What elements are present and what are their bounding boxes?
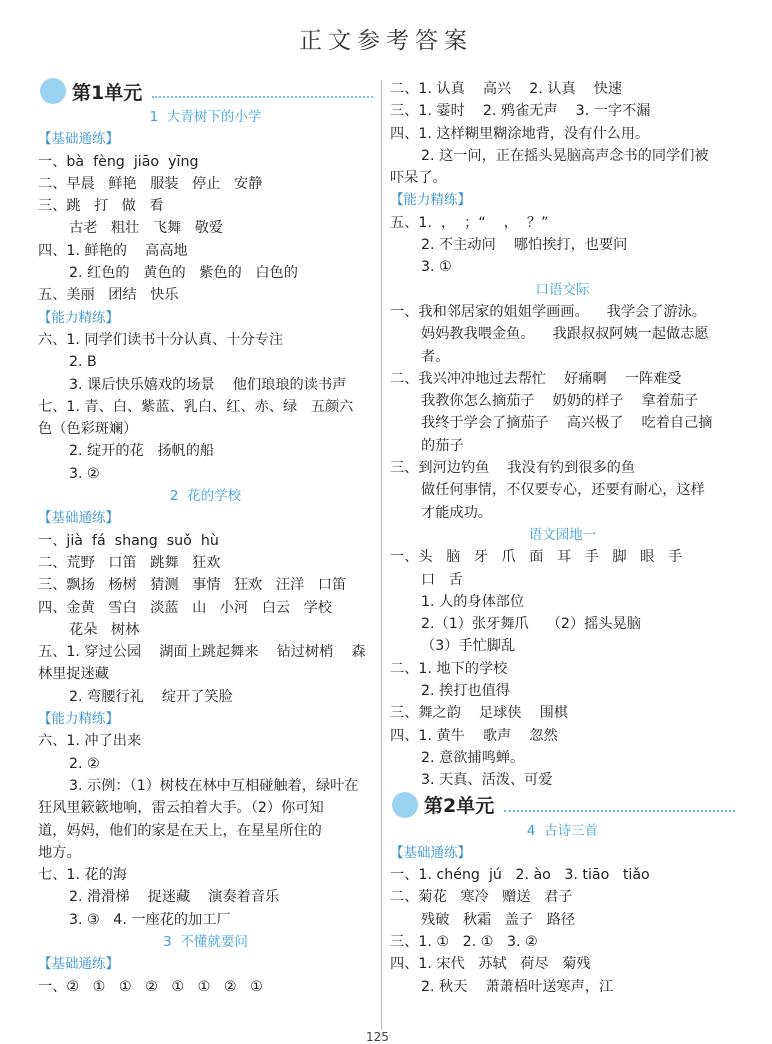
answer-line: 七、1. 青、白、紫蓝、乳白、红、赤、绿 五颜六	[38, 398, 354, 415]
page-title: 正文参考答案	[299, 28, 473, 54]
answer-line: 一、我和邻居家的姐姐学画画。 我学会了游泳。	[390, 303, 706, 320]
answer-line: 三、1. ① 2. ① 3. ②	[390, 933, 538, 950]
answer-line: 2. 红色的 黄色的 紫色的 白色的	[69, 265, 298, 282]
answer-line: 吓呆了。	[390, 170, 447, 187]
answer-line: 2. 挨打也值得	[421, 683, 510, 700]
answer-line: 2.（1）张牙舞爪 （2）摇头晃脑	[421, 616, 641, 633]
answer-line: 一、② ① ① ② ① ① ② ①	[38, 978, 263, 995]
answer-line: 二、我兴冲冲地过去帮忙 好痛啊 一阵难受	[390, 370, 682, 387]
answer-line: 五、1. ， ；“ ， ？”	[390, 214, 549, 231]
answer-line: 狂风里簌簌地响，雷云拍着大手。（2）你可知	[38, 800, 324, 817]
answer-line: 2. 不主动问 哪怕挨打，也要问	[421, 237, 628, 254]
answer-line: 2. ②	[69, 755, 100, 772]
answer-line: 妈妈教我喂金鱼。 我跟叔叔阿姨一起做志愿	[421, 326, 709, 343]
page-number: 125	[366, 1030, 389, 1044]
answer-line: 2. B	[69, 354, 97, 371]
answer-line: 3. 示例：（1）树枝在林中互相碰触着，绿叶在	[69, 777, 359, 794]
answer-line: 古老 粗壮 飞舞 敬爱	[69, 220, 224, 237]
answer-line: 花朵 树林	[69, 621, 140, 638]
left-column	[38, 78, 373, 998]
answer-line: 四、1. 宋代 苏轼 荷尽 菊残	[390, 956, 591, 973]
lesson-title: 4 古诗三首	[526, 822, 599, 839]
answer-line: 一、jià fá shang suǒ hù	[38, 532, 219, 549]
answer-line: 四、1. 这样糊里糊涂地背，没有什么用。	[390, 125, 650, 142]
answer-line: 我终于学会了摘茄子 高兴极了 吃着自己摘	[421, 415, 713, 432]
answer-line: 口 舌	[421, 571, 463, 588]
answer-line: 3. 课后快乐嬉戏的场景 他们琅琅的读书声	[69, 376, 347, 393]
answer-line: 道，妈妈，他们的家是在天上，在星星所住的	[38, 822, 322, 839]
answer-line: 2. 弯腰行礼 绽开了笑脸	[69, 688, 233, 705]
answer-line: 3. ③ 4. 一座花的加工厂	[69, 911, 231, 928]
answer-line: 才能成功。	[421, 504, 492, 521]
circle-bullet-icon	[390, 792, 420, 818]
answer-line: 1. 人的身体部位	[421, 593, 525, 610]
answer-line: 二、早晨 鲜艳 服装 停止 安静	[38, 175, 263, 192]
unit-title: 第1单元	[72, 81, 143, 104]
answer-line: 三、1. 霎时 2. 鸦雀无声 3. 一字不漏	[390, 103, 651, 120]
lesson-title: 语文园地一	[528, 526, 597, 543]
answer-line: 者。	[421, 348, 450, 365]
answer-line: 五、1. 穿过公园 湖面上跳起舞来 钻过树梢 森	[38, 644, 366, 661]
answer-line: 三、舞之韵 足球侠 围棋	[390, 705, 568, 722]
answer-line: 一、头 脑 牙 爪 面 耳 手 脚 眼 手	[390, 549, 683, 566]
answer-line: 四、金黄 雪白 淡蓝 山 小河 白云 学校	[38, 599, 332, 616]
section-tag: 【能力精练】	[38, 309, 119, 326]
answer-line: 林里捉迷藏	[38, 666, 109, 683]
section-tag: 【能力精练】	[38, 711, 119, 728]
section-tag: 【基础通练】	[38, 510, 119, 527]
answer-line: 2. 这一问，正在摇头晃脑高声念书的同学们被	[421, 147, 709, 164]
right-column	[390, 78, 735, 998]
section-tag: 【基础通练】	[390, 844, 471, 861]
answer-line: 色（色彩斑斓）	[38, 421, 138, 438]
answer-line: 2. 意欲捕鸣蝉。	[421, 749, 525, 766]
answer-line: 六、1. 同学们读书十分认真、十分专注	[38, 331, 284, 348]
answer-line: 一、bà fèng jiāo yīng	[38, 153, 199, 170]
lesson-title: 3 不懂就要问	[163, 933, 248, 950]
answer-line: 2. 绽开的花 扬帆的船	[69, 443, 215, 460]
answer-line: （3）手忙脚乱	[421, 638, 516, 655]
circle-bullet-icon	[38, 78, 68, 104]
answer-line: 三、飘扬 杨树 猜测 事情 狂欢 汪洋 口笛	[38, 577, 347, 594]
answer-line: 六、1. 冲了出来	[38, 733, 142, 750]
dotted-rule	[504, 798, 735, 812]
answer-line: 残破 秋霜 盖子 路径	[421, 911, 576, 928]
answer-line: 二、1. 认真 高兴 2. 认真 快速	[390, 81, 623, 97]
answer-line: 3. 天真、活泼、可爱	[421, 772, 553, 789]
lesson-title: 1 大青树下的小学	[149, 109, 262, 125]
answer-line: 2. 秋天 萧萧梧叶送寒声，江	[421, 978, 614, 995]
lesson-title: 口语交际	[535, 281, 590, 298]
answer-line: 四、1. 黄牛 歌声 忽然	[390, 727, 558, 744]
column-divider	[381, 80, 382, 1030]
answer-line: 三、跳 打 做 看	[38, 198, 164, 215]
answer-line: 地方。	[38, 844, 81, 861]
answer-line: 五、美丽 团结 快乐	[38, 287, 179, 304]
answer-line: 3. ②	[69, 465, 100, 482]
section-tag: 【能力精练】	[390, 192, 471, 209]
section-tag: 【基础通练】	[38, 956, 119, 973]
answer-line: 我教你怎么摘茄子 奶奶的样子 拿着茄子	[421, 393, 699, 410]
answer-line: 二、荒野 口笛 跳舞 狂欢	[38, 554, 221, 571]
unit-heading	[390, 792, 735, 818]
answer-line: 七、1. 花的海	[38, 867, 127, 884]
answer-line: 一、1. chéng jú 2. ào 3. tiāo tiǎo	[390, 867, 650, 884]
answer-line: 2. 滑滑梯 捉迷藏 演奏着音乐	[69, 889, 280, 906]
unit-heading	[38, 78, 373, 104]
section-tag: 【基础通练】	[38, 131, 119, 148]
answer-line: 三、到河边钓鱼 我没有钓到很多的鱼	[390, 460, 636, 477]
answer-line: 四、1. 鲜艳的 高高地	[38, 242, 188, 259]
answer-line: 二、1. 地下的学校	[390, 660, 508, 677]
answer-line: 二、菊花 寒冷 赠送 君子	[390, 889, 573, 906]
unit-title: 第2单元	[424, 795, 495, 817]
answer-line: 的茄子	[421, 437, 464, 454]
answer-line: 3. ①	[421, 259, 452, 276]
lesson-title: 2 花的学校	[169, 488, 242, 505]
answer-line: 做任何事情，不仅要专心，还要有耐心，这样	[421, 482, 705, 499]
dotted-rule	[152, 84, 373, 98]
